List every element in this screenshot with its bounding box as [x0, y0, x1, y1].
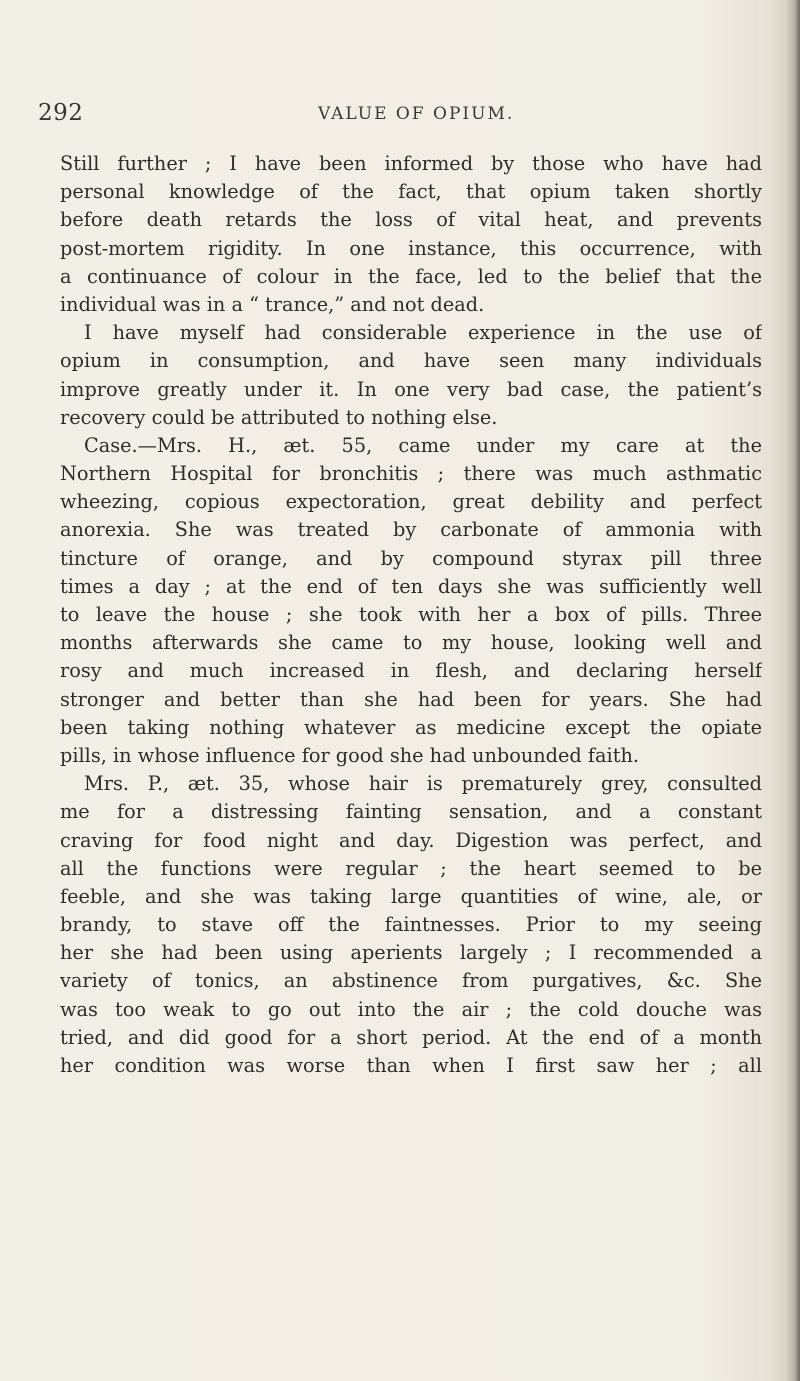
text-line: to leave the house ; she took with her a box of pills. Three [60, 603, 762, 626]
text-line: Case.—Mrs. H., æt. 55, came under my care at the [84, 433, 762, 457]
page-number: 292 [38, 100, 84, 126]
text-line: pills, in whose influence for good she had unbounded faith. [60, 743, 640, 767]
running-title: VALUE OF OPIUM. [318, 104, 515, 124]
text-line: tincture of orange, and by compound styrax pill three [60, 546, 762, 570]
text-line: rosy and much increased in flesh, and declaring herself [60, 659, 762, 683]
text-line: variety of tonics, an abstinence from purgatives, &c. She [60, 969, 762, 993]
text-line: personal knowledge of the fact, that opium taken shortly [60, 180, 762, 204]
text-line: tried, and did good for a short period. At the end of a month [60, 1025, 762, 1049]
text-line: improve greatly under it. In one very bad case, the patient’s [60, 377, 762, 401]
text-line: times a day ; at the end of ten days she was sufficiently well [60, 574, 762, 598]
text-line: been taking nothing whatever as medicine except the opiate [60, 715, 762, 739]
text-line: stronger and better than she had been for years. She had [60, 687, 762, 711]
text-line: Northern Hospital for bronchitis ; there was much asthmatic [60, 462, 762, 486]
text-line: months afterwards she came to my house, looking well and [60, 631, 762, 655]
text-line: recovery could be attributed to nothing else. [60, 405, 498, 429]
text-line: Still further ; I have been informed by those who have had [60, 152, 762, 175]
text-line: opium in consumption, and have seen many individuals [60, 349, 762, 373]
text-line: I have myself had considerable experience in the use of [84, 321, 762, 345]
text-line: was too weak to go out into the air ; the cold douche was [60, 997, 762, 1021]
text-line: wheezing, copious expectoration, great debility and perfect [60, 490, 762, 514]
text-line: feeble, and she was taking large quantities of wine, ale, or [60, 884, 762, 908]
text-line: craving for food night and day. Digestion was perfect, and [60, 828, 762, 852]
text-line: before death retards the loss of vital heat, and prevents [60, 208, 762, 232]
text-line: Mrs. P., æt. 35, whose hair is prematurely grey, consulted [84, 772, 762, 796]
text-line: a continuance of colour in the face, led to the belief that the [60, 264, 762, 288]
text-line: all the functions were regular ; the heart seemed to be [60, 856, 762, 880]
text-line: her she had been using aperients largely ; I recommended a [60, 941, 762, 965]
text-line: me for a distressing fainting sensation, and a constant [60, 800, 762, 824]
text-line: her condition was worse than when I first saw her ; all [60, 1054, 762, 1077]
body-text [60, 150, 762, 1080]
text-line: anorexia. She was treated by carbonate of ammonia with [60, 518, 762, 542]
text-line: brandy, to stave off the faintnesses. Prior to my seeing [60, 913, 762, 937]
text-line: individual was in a “ trance,” and not dead. [60, 292, 485, 316]
text-line: post-mortem rigidity. In one instance, this occurrence, with [60, 236, 762, 260]
page-edge-shadow [786, 0, 800, 1381]
